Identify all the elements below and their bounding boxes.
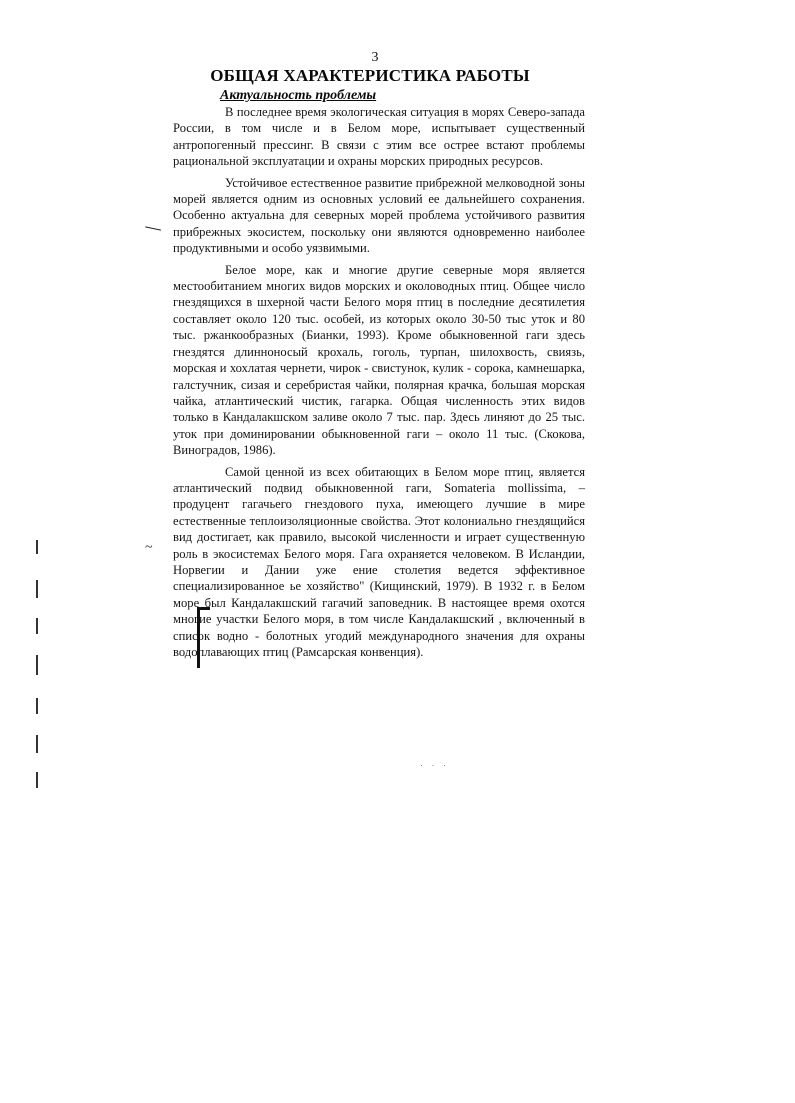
paragraph: В последнее время экологическая ситуация в морях Северо-запада России, в том числе и в Белом море, испытывает существенный антропогенный прессинг. В связи с этим все острее встают проблемы рациональной эксплуатации и охраны морских природных ресурсов. — [173, 105, 585, 169]
paragraph: Белое море, как и многие другие северные моря является местообитанием многих видов морских и околоводных птиц. Общее число гнездящихся в шхерной части Белого моря птиц в последние десятилетия составляет около 120 тыс. особей, из которых около 30-50 тыс уток и 80 тыс. ржанкообразных (Бианки, 1993). Кроме обыкновенной гаги здесь гнездятся длинноносый крохаль, гоголь, турпан, шилохвость, свиязь, морская и хохлатая чернети, чирок - свистунок, кулик - сорока, камнешарка, галстучник, сизая и серебристая чайки, полярная крачка, большая морская чайка, атлантический чистик, гагарка. Общая численность этих видов только в Кандалакшском заливе около 7 тыс. пар. Здесь линяют до 25 тыс. уток при доминировании обыкновенной гаги – около 11 тыс. (Скокова, Виноградов, 1986). — [173, 262, 585, 458]
scan-edge-ticks — [36, 540, 46, 790]
scan-bracket — [197, 607, 210, 668]
body-text — [173, 104, 585, 665]
document-title: ОБЩАЯ ХАРАКТЕРИСТИКА РАБОТЫ — [210, 66, 530, 85]
margin-mark — [145, 226, 161, 231]
paragraph: Устойчивое естественное развитие прибрежной мелководной зоны морей является одним из основных условий ее дальнейшего сохранения. Особенно актуальна для северных морей проблема устойчивого развития прибрежных экосистем, поскольку они являются одновременно наиболее продуктивными и особо уязвимыми. — [173, 175, 585, 256]
margin-mark: ~ — [145, 540, 153, 555]
scan-noise: · · · — [420, 760, 449, 770]
page-number: 3 — [371, 50, 379, 65]
paragraph: Самой ценной из всех обитающих в Белом море птиц, является атлантический подвид обыкновенной гаги, Somateria mollissima, – продуцент гагачьего гнездового пуха, имеющего лучшие в мире естественные теплоизоляционные свойства. Этот колониально гнездящийся вид достигает, как правило, высокой численности и играет существенную роль в экосистемах Белого моря. Гага охраняется человеком. В Исландии, Норвегии и Дании уже ение столетия ведется эффективное специализированное ье хозяйство" (Кищинский, 1979). В 1932 г. в Белом море был Кандалакшский гагачий заповедник. В настоящее время охотся многие участки Белого моря, в том числе Кандалакшский , включенный в список водно - болотных угодий международного значения для охраны водоплавающих птиц (Рамсарская конвенция). — [173, 464, 585, 659]
section-heading: Актуальность проблемы — [220, 88, 377, 103]
